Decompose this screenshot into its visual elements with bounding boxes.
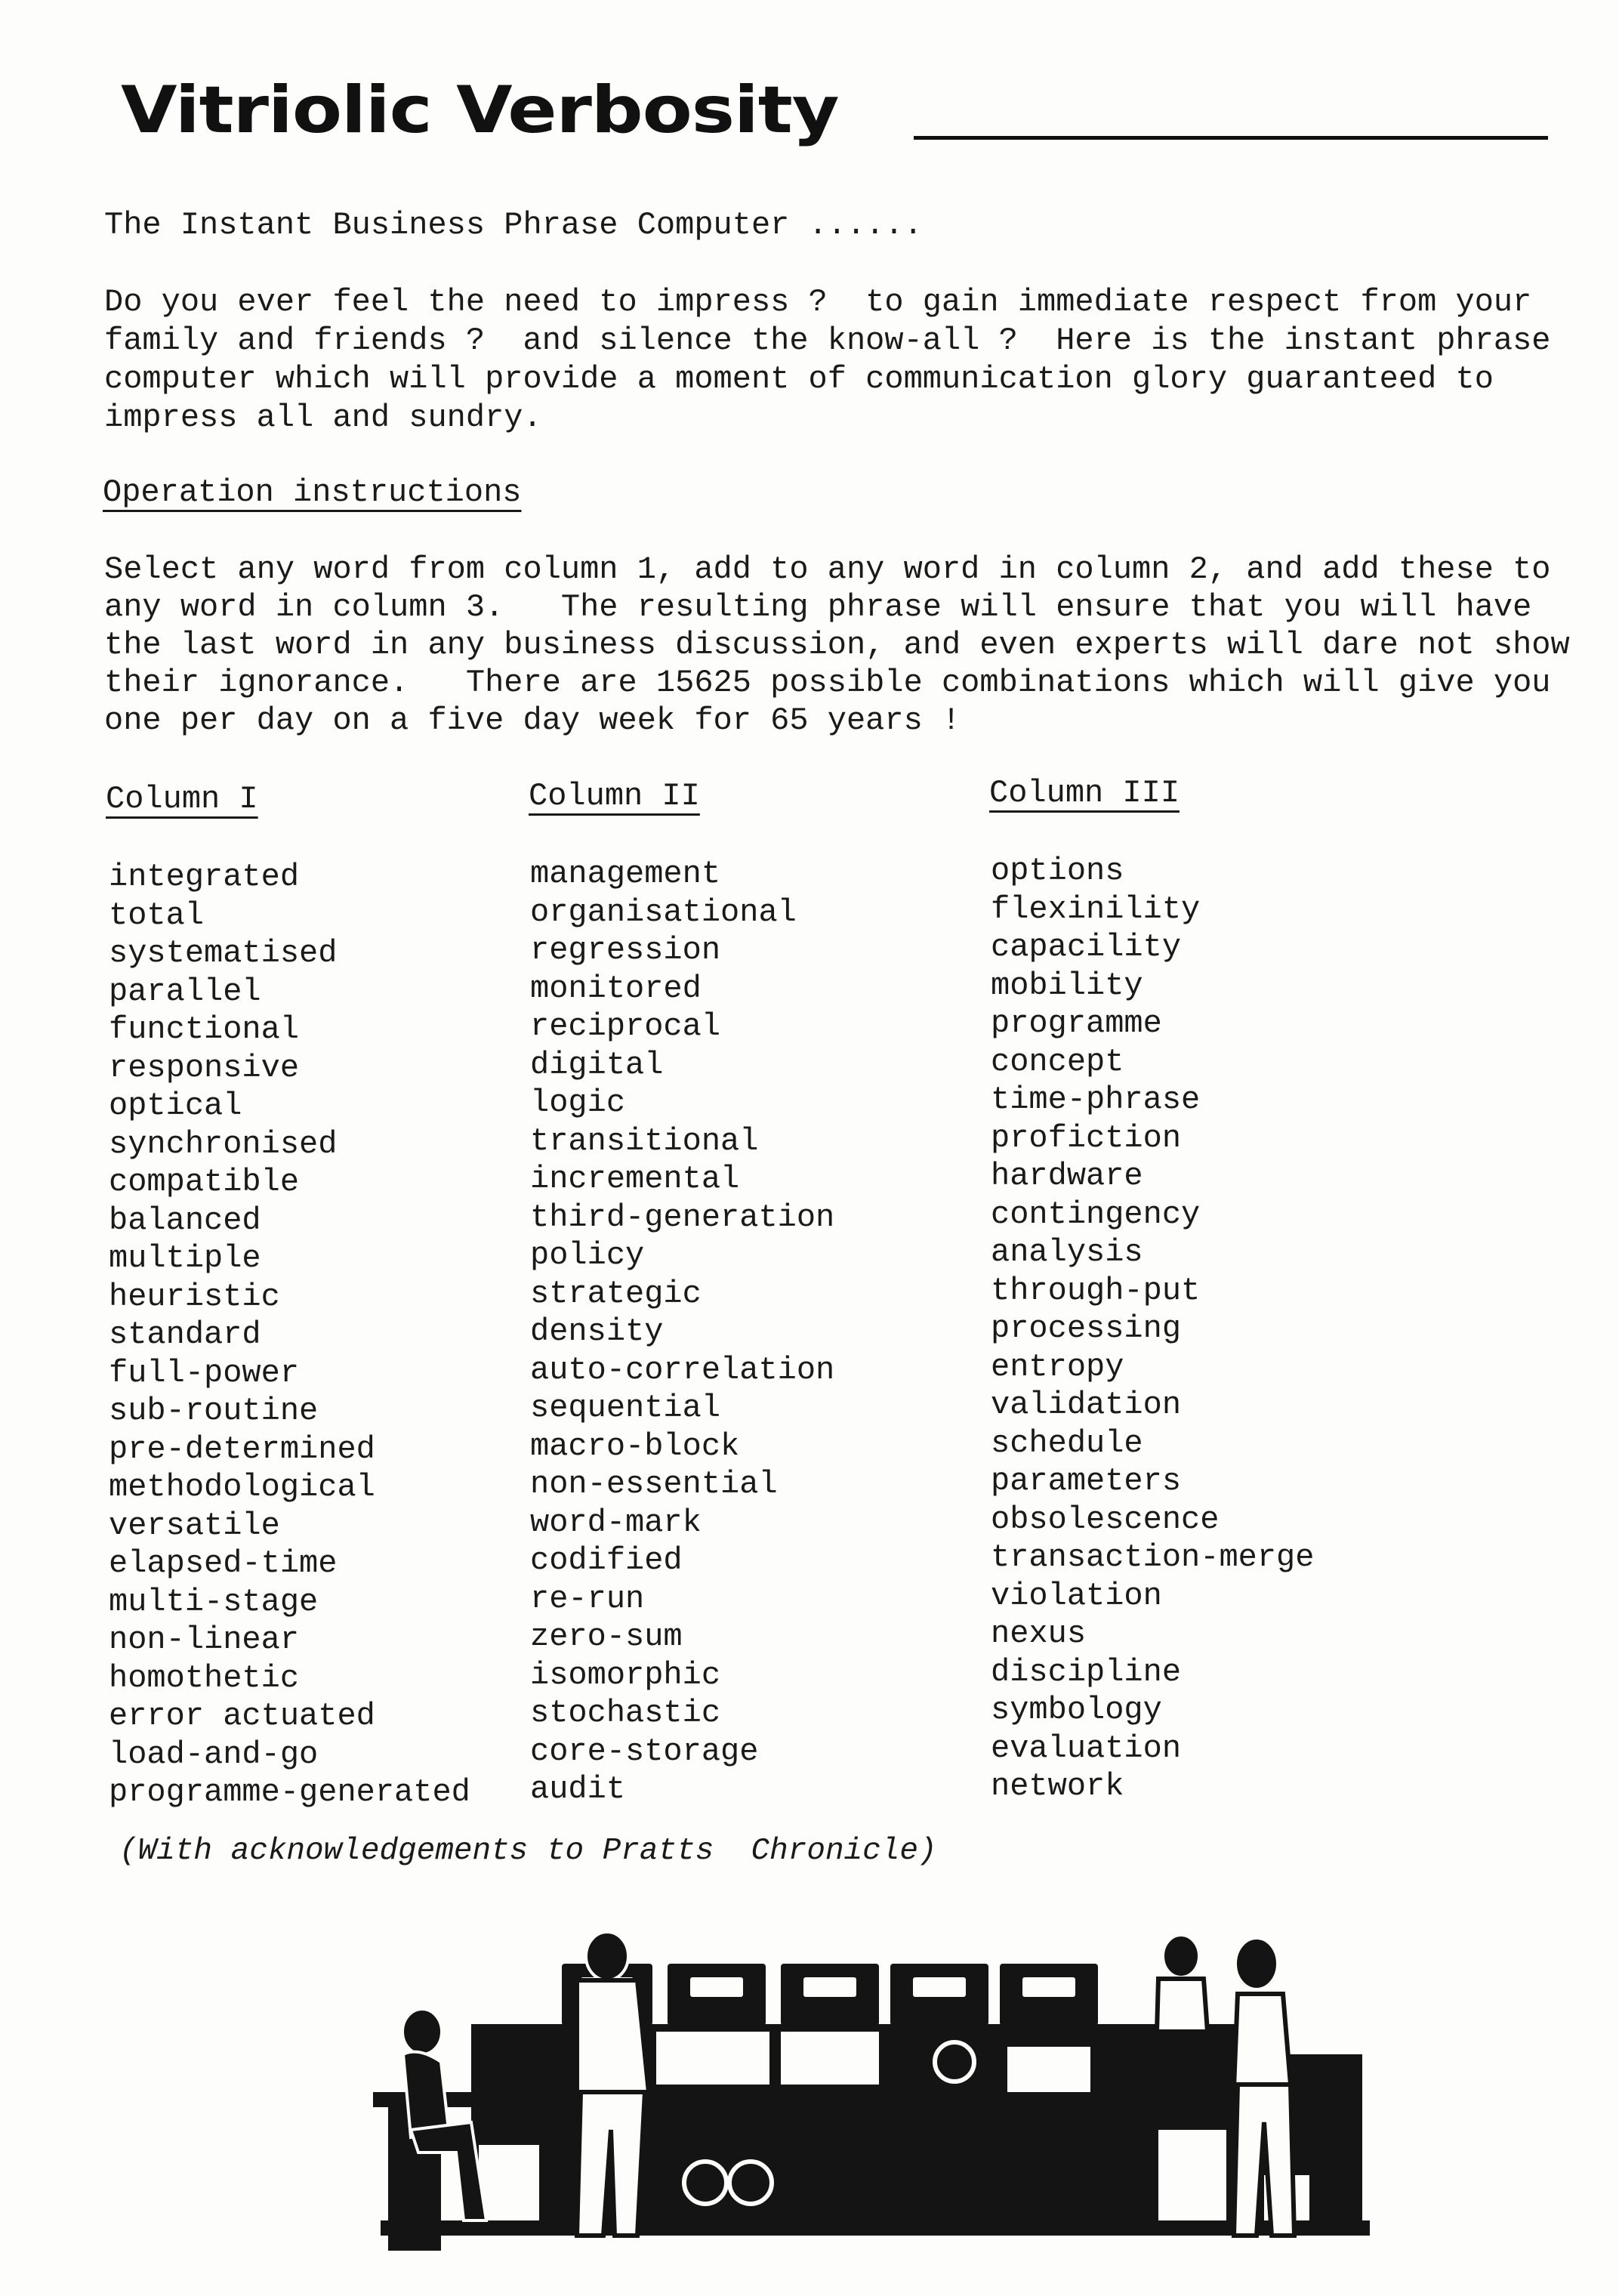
column-3-word: profiction <box>991 1119 1182 1156</box>
instructions-line: the last word in any business discussion, and even experts will dare not show <box>104 627 1570 663</box>
column-1-word: standard <box>109 1316 261 1353</box>
column-3-word: obsolescence <box>991 1501 1220 1538</box>
intro-line: Do you ever feel the need to impress ? to gain immediate respect from your <box>104 284 1532 320</box>
column-2-heading: Column II <box>529 778 700 814</box>
column-3-word: discipline <box>991 1653 1182 1690</box>
column-1-word: pre-determined <box>109 1430 375 1467</box>
column-3-word: programme <box>991 1005 1162 1042</box>
column-2-word: reciprocal <box>530 1008 721 1045</box>
column-3-word: capacility <box>991 929 1182 965</box>
column-1-word-list <box>109 858 470 1812</box>
column-2-word: density <box>530 1313 664 1350</box>
column-3-word: violation <box>991 1577 1162 1614</box>
column-2-word: regression <box>530 932 721 968</box>
title-rule <box>914 136 1548 140</box>
intro-line: computer which will provide a moment of communication glory guaranteed to <box>104 361 1494 397</box>
column-2-word-list <box>530 855 834 1809</box>
column-3-word: through-put <box>991 1272 1201 1309</box>
intro-line: family and friends ? and silence the know-all ? Here is the instant phrase <box>104 322 1551 359</box>
column-2-word: monitored <box>530 970 702 1007</box>
column-1-word: error actuated <box>109 1698 375 1734</box>
page-title: Vitriolic Verbosity <box>121 73 839 148</box>
column-2-word: isomorphic <box>530 1656 721 1693</box>
person-far-right-head <box>1235 1938 1278 1989</box>
column-3-word: symbology <box>991 1692 1162 1728</box>
column-3-word: transaction-merge <box>991 1539 1315 1575</box>
column-1-word: balanced <box>109 1202 261 1239</box>
instructions-line: any word in column 3. The resulting phrase will ensure that you will have <box>104 589 1532 625</box>
cabinet-door <box>1158 2130 1226 2220</box>
column-3-word: hardware <box>991 1158 1143 1194</box>
column-1-word: sub-routine <box>109 1393 319 1429</box>
person-standing-shirt <box>577 1980 649 2096</box>
column-2-word: stochastic <box>530 1695 721 1731</box>
column-2-word: organisational <box>530 893 797 930</box>
column-1-word: synchronised <box>109 1125 338 1162</box>
column-1-word: methodological <box>109 1469 375 1505</box>
column-1-word: full-power <box>109 1354 300 1391</box>
column-1-word: optical <box>109 1088 242 1124</box>
column-1-word: versatile <box>109 1507 280 1544</box>
intro-line: impress all and sundry. <box>104 400 542 436</box>
column-2-word: management <box>530 856 721 892</box>
desk-drawer <box>479 2145 539 2220</box>
floor <box>381 2220 1370 2236</box>
column-1-word: responsive <box>109 1049 300 1086</box>
computer-room-illustration <box>358 1933 1385 2266</box>
column-1-word: non-linear <box>109 1622 300 1658</box>
column-1-word: programme-generated <box>109 1774 470 1810</box>
instructions-line: Select any word from column 1, add to any word in column 2, and add these to <box>104 551 1551 588</box>
person-right-head <box>1163 1935 1199 1977</box>
instructions-heading: Operation instructions <box>103 474 522 511</box>
column-1-word: multi-stage <box>109 1583 319 1620</box>
column-3-word-list <box>991 852 1314 1806</box>
column-2-word: sequential <box>530 1390 721 1426</box>
column-1-word: heuristic <box>109 1278 280 1315</box>
column-1-word: homothetic <box>109 1659 300 1696</box>
column-1-word: integrated <box>109 859 300 895</box>
person-standing-head <box>586 1933 628 1980</box>
column-1-word: compatible <box>109 1164 300 1200</box>
column-2-word: incremental <box>530 1161 740 1197</box>
column-3-word: entropy <box>991 1348 1124 1385</box>
column-1-word: multiple <box>109 1240 261 1276</box>
panel-window <box>1007 2047 1090 2092</box>
column-2-word: third-generation <box>530 1199 835 1236</box>
column-1-word: total <box>109 896 205 934</box>
column-3-word: processing <box>991 1310 1182 1347</box>
column-3-word: evaluation <box>991 1730 1182 1767</box>
column-2-word: digital <box>530 1046 664 1083</box>
column-3-word: options <box>991 853 1124 889</box>
subtitle: The Instant Business Phrase Computer ...... <box>104 207 923 243</box>
column-1-word: systematised <box>109 935 338 971</box>
instructions-line: one per day on a five day week for 65 years ! <box>104 702 961 739</box>
column-1-word: load-and-go <box>109 1736 319 1773</box>
column-2-word: codified <box>530 1542 683 1578</box>
column-2-word: auto-correlation <box>530 1351 835 1388</box>
column-2-word: audit <box>530 1771 626 1807</box>
column-1-word: parallel <box>109 973 261 1010</box>
column-3-word: mobility <box>991 967 1143 1004</box>
title-block <box>121 73 1548 148</box>
column-2-word: re-run <box>530 1580 645 1617</box>
column-3-word: analysis <box>991 1234 1143 1270</box>
column-2-word: core-storage <box>530 1733 759 1770</box>
column-2-word: macro-block <box>530 1427 740 1464</box>
column-1-heading: Column I <box>106 781 258 817</box>
column-2-word: non-essential <box>530 1466 778 1502</box>
person-seated-head <box>402 2009 442 2054</box>
column-3-word: contingency <box>991 1196 1201 1233</box>
instructions-line: their ignorance. There are 15625 possible combinations which will give you <box>104 665 1551 701</box>
column-2-word: transitional <box>530 1122 759 1159</box>
column-2-word: strategic <box>530 1275 702 1312</box>
column-2-word: word-mark <box>530 1504 702 1541</box>
column-3-word: time-phrase <box>991 1082 1201 1118</box>
column-3-heading: Column III <box>989 775 1180 811</box>
column-3-word: schedule <box>991 1424 1143 1461</box>
column-3-word: network <box>991 1768 1124 1804</box>
column-2-word: zero-sum <box>530 1619 683 1655</box>
left-desk <box>373 2092 562 2107</box>
column-3-word: validation <box>991 1387 1182 1423</box>
column-2-word: policy <box>530 1237 645 1273</box>
column-3-word: nexus <box>991 1616 1087 1652</box>
column-3-word: flexinility <box>991 890 1201 927</box>
column-1-word: functional <box>109 1011 300 1048</box>
acknowledgement: (With acknowledgements to Pratts Chronicle) <box>119 1834 937 1869</box>
column-1-word: elapsed-time <box>109 1545 338 1582</box>
column-3-word: concept <box>991 1043 1124 1080</box>
column-2-word: logic <box>530 1085 626 1121</box>
column-3-word: parameters <box>991 1463 1182 1499</box>
